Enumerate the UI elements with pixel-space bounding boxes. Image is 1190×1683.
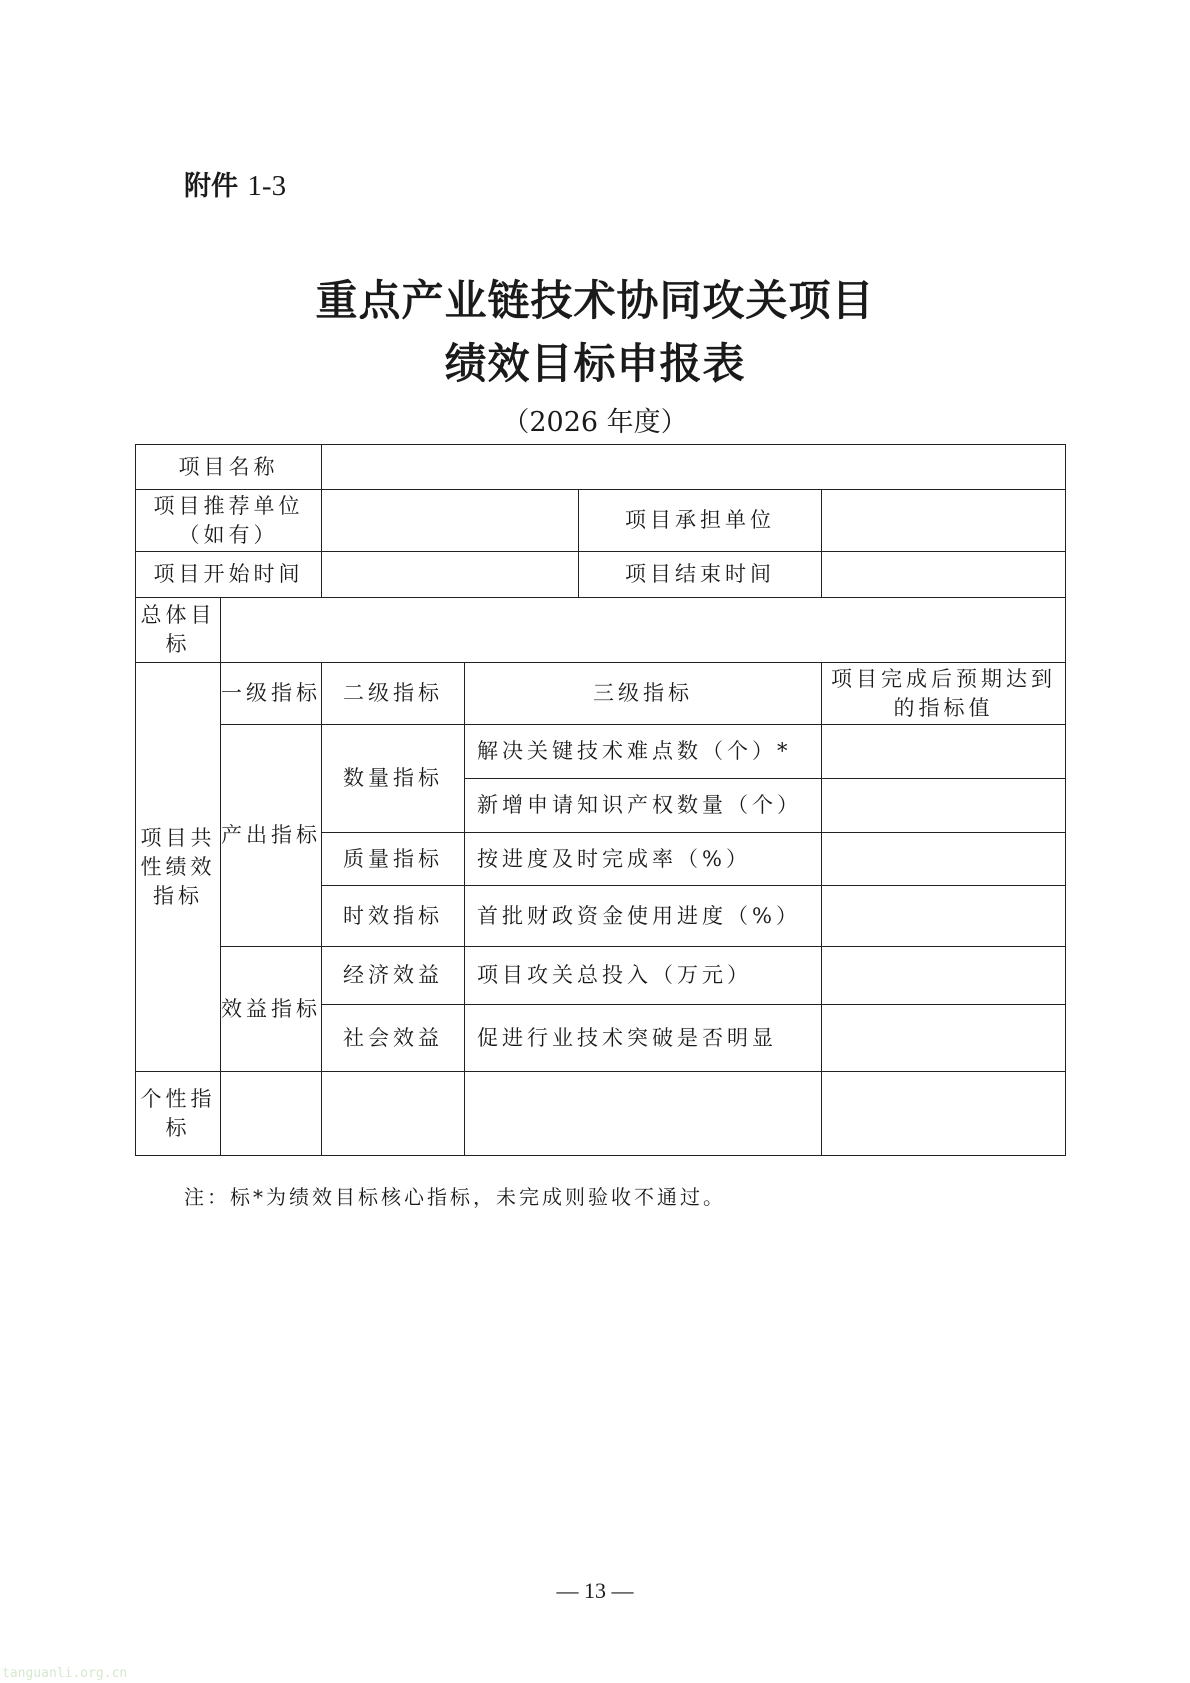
watermark: tanguanli.org.cn bbox=[2, 1666, 128, 1681]
field-target[interactable] bbox=[822, 947, 1066, 1005]
field-individual-target[interactable] bbox=[822, 1072, 1066, 1156]
label-common-indicators: 项目共性绩效指标 bbox=[136, 663, 221, 1072]
title-line-2: 绩效目标申报表 bbox=[444, 339, 746, 388]
header-level3: 三级指标 bbox=[465, 663, 822, 725]
field-individual-level2[interactable] bbox=[322, 1072, 465, 1156]
field-project-name[interactable] bbox=[322, 445, 1066, 490]
label-start-time: 项目开始时间 bbox=[136, 552, 322, 598]
field-individual-level1[interactable] bbox=[221, 1072, 322, 1156]
label-social: 社会效益 bbox=[322, 1005, 465, 1072]
field-target[interactable] bbox=[822, 833, 1066, 886]
header-target: 项目完成后预期达到的指标值 bbox=[822, 663, 1066, 725]
title-line-1: 重点产业链技术协同攻关项目 bbox=[315, 276, 875, 325]
label-project-name: 项目名称 bbox=[136, 445, 322, 490]
indicator-item: 首批财政资金使用进度（%） bbox=[465, 886, 822, 947]
label-individual: 个性指标 bbox=[136, 1072, 221, 1156]
footnote: 注：标*为绩效目标核心指标，未完成则验收不通过。 bbox=[184, 1185, 726, 1209]
label-end-time: 项目结束时间 bbox=[579, 552, 822, 598]
header-level2: 二级指标 bbox=[322, 663, 465, 725]
label-quantity: 数量指标 bbox=[322, 725, 465, 833]
label-economic: 经济效益 bbox=[322, 947, 465, 1005]
indicator-item: 促进行业技术突破是否明显 bbox=[465, 1005, 822, 1072]
header-level1: 一级指标 bbox=[221, 663, 322, 725]
indicator-item: 按进度及时完成率（%） bbox=[465, 833, 822, 886]
field-start-time[interactable] bbox=[322, 552, 579, 598]
field-end-time[interactable] bbox=[822, 552, 1066, 598]
performance-goal-table bbox=[135, 444, 1066, 1156]
field-undertaking-unit[interactable] bbox=[822, 490, 1066, 552]
label-benefit: 效益指标 bbox=[221, 947, 322, 1072]
label-quality: 质量指标 bbox=[322, 833, 465, 886]
label-timeliness: 时效指标 bbox=[322, 886, 465, 947]
page-number: — 13 — bbox=[556, 1578, 634, 1603]
label-undertaking-unit: 项目承担单位 bbox=[579, 490, 822, 552]
attachment-label bbox=[184, 164, 286, 203]
label-overall-goal: 总体目标 bbox=[136, 598, 221, 663]
indicator-item: 项目攻关总投入（万元） bbox=[465, 947, 822, 1005]
indicator-item: 新增申请知识产权数量（个） bbox=[465, 779, 822, 833]
field-overall-goal[interactable] bbox=[221, 598, 1066, 663]
label-output: 产出指标 bbox=[221, 725, 322, 947]
field-individual-level3[interactable] bbox=[465, 1072, 822, 1156]
year-subtitle: （2026 年度） bbox=[502, 407, 688, 438]
label-recommending-unit: 项目推荐单位（如有） bbox=[136, 490, 322, 552]
field-target[interactable] bbox=[822, 1005, 1066, 1072]
field-target[interactable] bbox=[822, 725, 1066, 779]
field-target[interactable] bbox=[822, 886, 1066, 947]
attachment-text: 附件 bbox=[184, 171, 238, 202]
field-target[interactable] bbox=[822, 779, 1066, 833]
attachment-number: 1-3 bbox=[247, 170, 287, 202]
field-recommending-unit[interactable] bbox=[322, 490, 579, 552]
indicator-item: 解决关键技术难点数（个）* bbox=[465, 725, 822, 779]
